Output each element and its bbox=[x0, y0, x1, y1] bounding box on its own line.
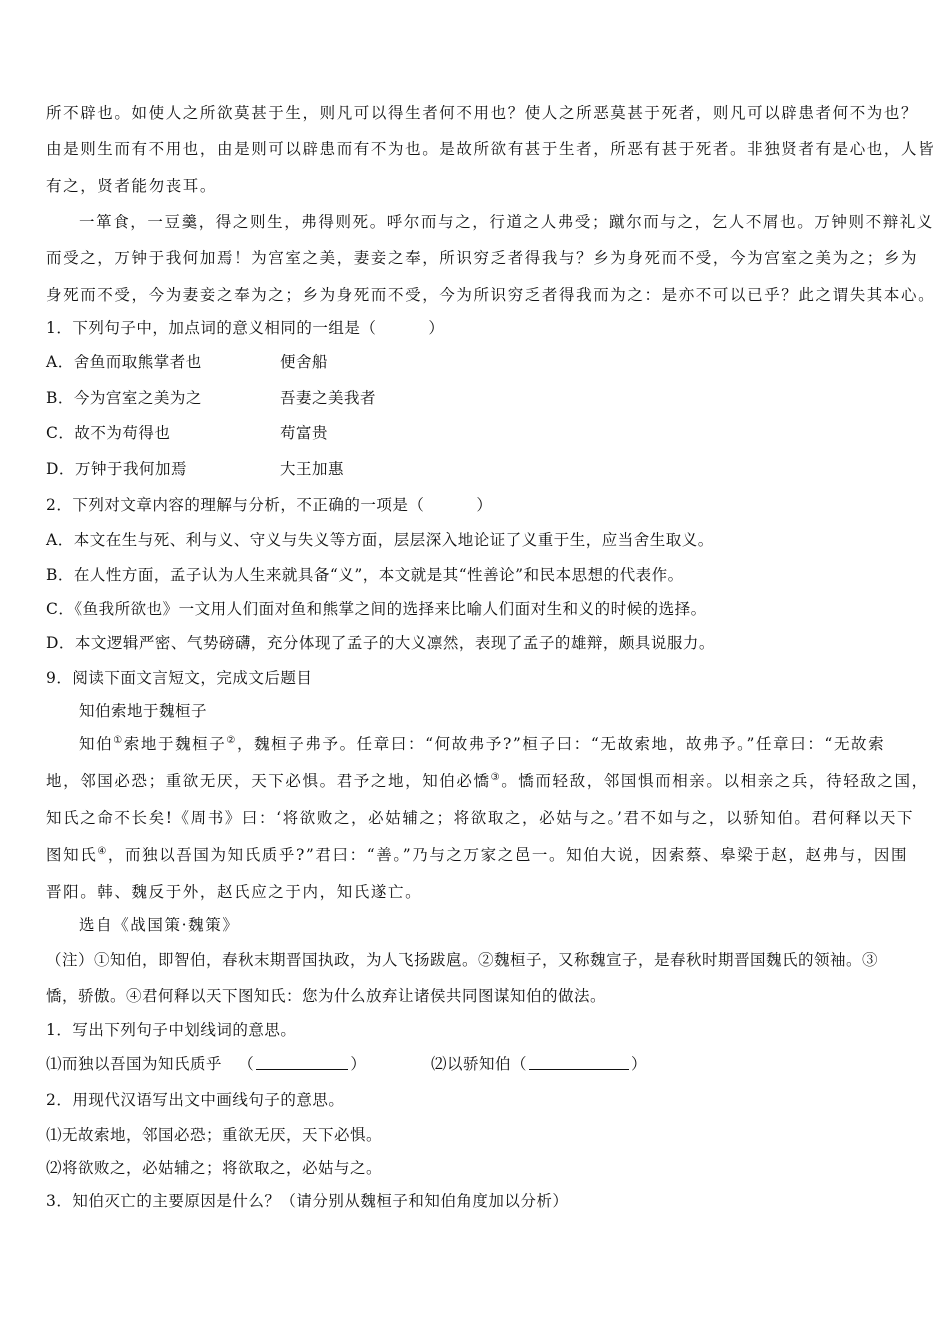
sub-question-1-items: ⑴而独以吾国为知氏质乎 （ ） ⑵以骄知伯（ ） bbox=[46, 1055, 648, 1073]
q2-option-d: D．本文逻辑严密、气势磅礴，充分体现了孟子的大义凛然，表现了孟子的雄辩，颇具说服力。 bbox=[46, 634, 715, 652]
passage-line: 由是则生而有不用也，由是则可以辟患而有不为也。是故所欲有甚于生者，所恶有甚于死者。非独贤者有是心也，人皆 bbox=[46, 140, 936, 158]
q1-option-b: B．今为宫室之美为之 吾妻之美我者 bbox=[46, 389, 377, 407]
sub-question-2-stem: 2．用现代汉语写出文中画线句子的意思。 bbox=[46, 1091, 345, 1109]
q1-option-d: D．万钟于我何加焉 大王加惠 bbox=[46, 460, 345, 478]
question-2-stem: 2．下列对文章内容的理解与分析，不正确的一项是（ ） bbox=[46, 496, 493, 514]
passage2-line: 地，邻国必恐；重欲无厌，天下必惧。君予之地，知伯必憍③。憍而轻敌，邻国惧而相亲。以相亲之兵，待轻敌之国， bbox=[46, 772, 929, 790]
passage-line: 所不辟也。如使人之所欲莫甚于生，则凡可以得生者何不用也？使人之所恶莫甚于死者，则凡可以辟患者何不为也？ bbox=[46, 104, 919, 122]
passage-line: 身死而不受，今为妻妾之奉为之；乡为身死而不受，今为所识穷乏者得我而为之：是亦不可以已乎？此之谓失其本心。 bbox=[46, 286, 936, 304]
sub-question-2-item: ⑴无故索地，邻国必恐；重欲无厌，天下必惧。 bbox=[46, 1126, 383, 1144]
answer-blank-1[interactable] bbox=[256, 1055, 348, 1070]
sub-question-2-item: ⑵将欲败之，必姑辅之；将欲取之，必姑与之。 bbox=[46, 1159, 383, 1177]
passage2-line: 知氏之命不长矣!《周书》曰：‘将欲败之，必姑辅之；将欲取之，必姑与之。’君不如与之，以骄知伯。君何释以天下 bbox=[46, 809, 915, 827]
annotation-line: （注）①知伯，即智伯，春秋末期晋国执政，为人飞扬跋扈。②魏桓子，又称魏宣子，是春秋时期晋国魏氏的领袖。③ bbox=[46, 951, 879, 969]
passage2-line: 图知氏④，而独以吾国为知氏质乎?”君曰：“善。”乃与之万家之邑一。知伯大说，因索蔡、皋梁于赵，赵弗与，因围 bbox=[46, 846, 909, 864]
passage2-line: 晋阳。韩、魏反于外，赵氏应之于内，知氏遂亡。 bbox=[46, 883, 423, 901]
passage2-line: 知伯①索地于魏桓子②，魏桓子弗予。任章曰：“何故弗予?”桓子曰：“无故索地，故弗予。”任章曰：“无故索 bbox=[79, 735, 886, 753]
q2-option-a: A．本文在生与死、利与义、守义与失义等方面，层层深入地论证了义重于生，应当舍生取义。 bbox=[46, 531, 714, 549]
q2-option-b: B．在人性方面，孟子认为人生来就具备“义”，本文就是其“性善论”和民本思想的代表作。 bbox=[46, 566, 684, 584]
q2-option-c: C．《鱼我所欲也》一文用人们面对鱼和熊掌之间的选择来比喻人们面对生和义的时候的选择。 bbox=[46, 600, 707, 618]
sub-question-1-stem: 1．写出下列句子中划线词的意思。 bbox=[46, 1021, 297, 1039]
answer-blank-2[interactable] bbox=[529, 1055, 629, 1070]
passage-line: 有之，贤者能勿丧耳。 bbox=[46, 177, 218, 195]
annotation-line: 憍，骄傲。④君何释以天下图知氏：您为什么放弃让诸侯共同图谋知伯的做法。 bbox=[46, 987, 607, 1005]
question-1-stem: 1．下列句子中，加点词的意义相同的一组是（ ） bbox=[46, 319, 445, 337]
passage-source: 选自《战国策·魏策》 bbox=[79, 916, 240, 934]
question-9-stem: 9．阅读下面文言短文，完成文后题目 bbox=[46, 669, 313, 687]
sub-question-3-stem: 3．知伯灭亡的主要原因是什么？（请分别从魏桓子和知伯角度加以分析） bbox=[46, 1192, 569, 1210]
passage-line: 一箪食，一豆羹，得之则生，弗得则死。呼尔而与之，行道之人弗受；蹴尔而与之，乞人不屑也。万钟则不辩礼义 bbox=[79, 213, 935, 231]
passage-title: 知伯索地于魏桓子 bbox=[79, 702, 208, 720]
q1-option-c: C．故不为苟得也 苟富贵 bbox=[46, 424, 329, 442]
passage-line: 而受之，万钟于我何加焉！为宫室之美，妻妾之奉，所识穷乏者得我与？乡为身死而不受，今为宫室之美为之；乡为 bbox=[46, 249, 919, 267]
q1-option-a: A．舍鱼而取熊掌者也 便舍船 bbox=[46, 353, 329, 371]
